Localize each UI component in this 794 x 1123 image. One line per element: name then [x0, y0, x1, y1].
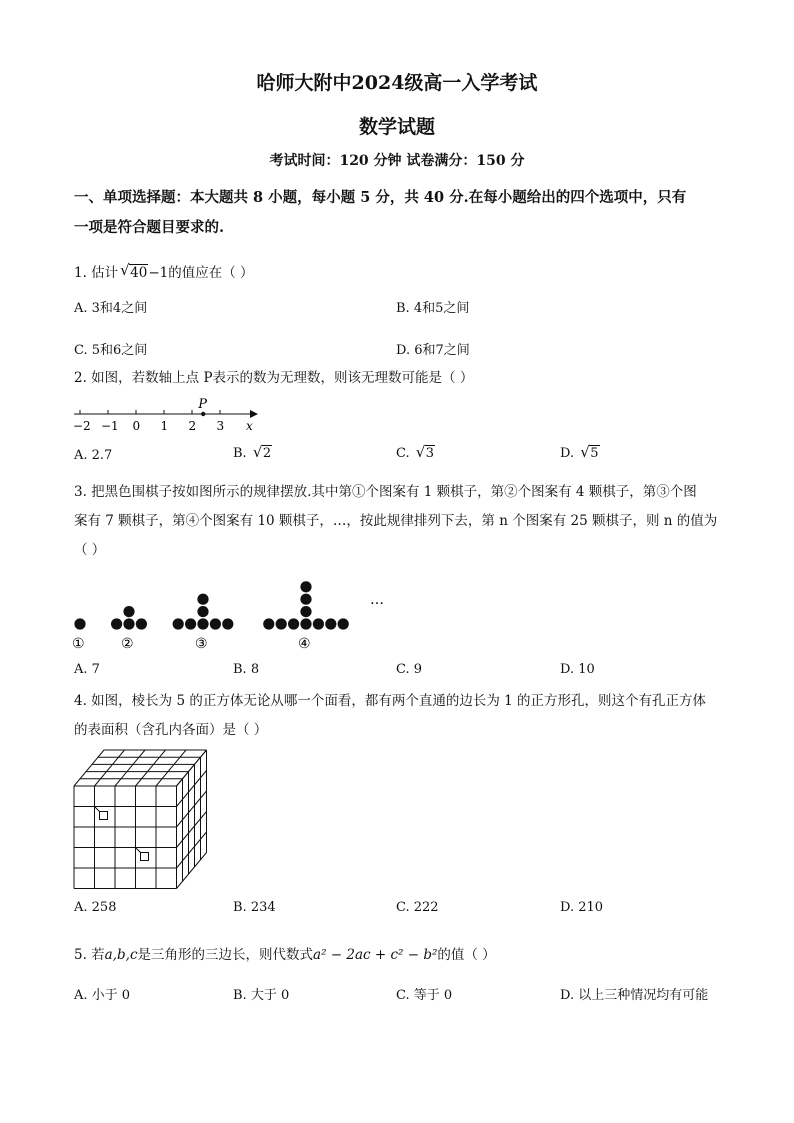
q2-option-d-sqrt: √ 5 [580, 443, 599, 461]
exam-title: 哈师大附中2024级高一入学考试 [256, 72, 538, 94]
go-stone [74, 618, 85, 629]
q2-option-c-label: C. [396, 446, 410, 461]
exam-subject: 数学试题 [358, 116, 435, 138]
point-p-label: P [198, 397, 207, 412]
q2-option-c[interactable] [396, 443, 435, 461]
cube-right-gridline [177, 832, 207, 868]
section-heading-line2: 一项是符合题目要求的. [74, 219, 225, 236]
go-stone [300, 618, 311, 629]
section-heading-line1: 一、单项选择题：本大题共 8 小题，每小题 5 分，共 40 分.在每小题给出的四个选项中，只有 [74, 189, 687, 206]
q1-suffix: 的值应在（ ） [168, 265, 254, 281]
q1-sqrt: √ 40 [120, 261, 148, 281]
go-stone [276, 618, 287, 629]
cube-hole-inner [100, 812, 108, 820]
question-3-stem [74, 478, 724, 565]
q1-radicand: 40 [130, 265, 148, 281]
go-stone [123, 618, 134, 629]
q1-option-a[interactable]: A. 3和4之间 [74, 301, 148, 316]
q1-option-d[interactable]: D. 6和7之间 [396, 343, 470, 358]
q5-vars: a,b,c [104, 947, 138, 963]
go-stone [325, 618, 336, 629]
question-2-stem: 2. 如图，若数轴上点 P表示的数为无理数，则该无理数可能是（ ） [74, 370, 474, 386]
pattern-ellipsis: … [370, 592, 384, 608]
go-stone [210, 618, 221, 629]
q3-option-c[interactable]: C. 9 [396, 662, 423, 677]
pattern-label-2: ② [121, 636, 134, 652]
go-stone [222, 618, 233, 629]
q3-line2: 案有 7 颗棋子，第④个图案有 10 颗棋子，…，按此规律排列下去，第 n 个图案有 25 颗棋子，则 n 的值为 [74, 513, 718, 529]
go-stone [300, 606, 311, 617]
go-stone [111, 618, 122, 629]
q3-line1: 3. 把黑色围棋子按如图所示的规律摆放.其中第①个图案有 1 颗棋子，第②个图案有 4 颗棋子，第③个图 [74, 484, 697, 500]
go-stone [300, 594, 311, 605]
q5-prefix: 5. 若 [74, 947, 105, 963]
q5-suffix: 的值（ ） [437, 947, 496, 963]
number-line-tick-label: 1 [160, 419, 169, 433]
q1-prefix: 1. 估计 [74, 265, 119, 281]
question-4-stem [74, 687, 724, 745]
q4-line1: 4. 如图，棱长为 5 的正方体无论从哪一个面看，都有两个直通的边长为 1 的正方形孔，则这个有孔正方体 [74, 693, 707, 709]
question-1-stem [74, 259, 724, 288]
go-stones-figure [66, 570, 396, 654]
go-stone [313, 618, 324, 629]
exam-info: 考试时间：120 分钟 试卷满分：150 分 [269, 153, 525, 169]
q1-option-c[interactable]: C. 5和6之间 [74, 343, 148, 358]
cube-right-gridline [177, 791, 207, 827]
point-p-marker [201, 412, 205, 416]
q2-option-b-radicand: 2 [262, 446, 272, 461]
go-stone [173, 618, 184, 629]
cube-right-gridline [177, 853, 207, 889]
go-stone [300, 581, 311, 592]
go-stone [136, 618, 147, 629]
pattern-label-3: ③ [195, 636, 208, 652]
go-stone [197, 606, 208, 617]
section-heading [74, 183, 724, 243]
q2-option-c-radicand: 3 [425, 446, 435, 461]
q1-minus: −1 [148, 265, 169, 281]
q2-option-c-sqrt: √ 3 [415, 443, 435, 461]
number-line-figure [70, 394, 270, 434]
q5-option-d[interactable]: D. 以上三种情况均有可能 [560, 988, 709, 1003]
q2-option-b[interactable] [233, 443, 272, 461]
go-stone [197, 594, 208, 605]
pattern-label-4: ④ [298, 636, 311, 652]
number-line-tick-label: −1 [101, 419, 119, 433]
q2-option-b-sqrt: √ 2 [252, 443, 272, 461]
cube-right-gridline [177, 812, 207, 848]
q2-option-a[interactable]: A. 2.7 [74, 448, 113, 463]
q1-option-b[interactable]: B. 4和5之间 [396, 301, 470, 316]
cube-with-holes-figure [70, 746, 210, 892]
q2-option-d[interactable] [560, 443, 600, 461]
question-5-stem [74, 941, 724, 970]
number-line-x-label: x [246, 419, 253, 433]
cube-hole-edge [95, 807, 100, 812]
number-line-arrow [250, 410, 258, 418]
q5-middle: 是三角形的三边长，则代数式 [137, 947, 314, 963]
q5-expression: a² − 2ac + c² − b² [313, 947, 438, 963]
cube-hole-edge [136, 848, 141, 853]
number-line-tick-label: 3 [216, 419, 225, 433]
q3-option-a[interactable]: A. 7 [74, 662, 100, 677]
number-line-tick-label: −2 [73, 419, 91, 433]
number-line-tick-label: 0 [132, 419, 141, 433]
number-line-tick-label: 2 [188, 419, 197, 433]
q2-option-b-label: B. [233, 446, 247, 461]
q4-line2: 的表面积（含孔内各面）是（ ） [74, 722, 268, 738]
q3-option-b[interactable]: B. 8 [233, 662, 260, 677]
q5-option-c[interactable]: C. 等于 0 [396, 988, 453, 1003]
q5-option-b[interactable]: B. 大于 0 [233, 988, 290, 1003]
q4-option-d[interactable]: D. 210 [560, 900, 604, 915]
go-stone [288, 618, 299, 629]
q2-option-d-label: D. [560, 446, 575, 461]
pattern-label-1: ① [72, 636, 85, 652]
q4-option-c[interactable]: C. 222 [396, 900, 439, 915]
go-stone [197, 618, 208, 629]
q3-option-d[interactable]: D. 10 [560, 662, 595, 677]
cube-hole-inner [141, 853, 149, 861]
go-stone [123, 606, 134, 617]
q4-option-a[interactable]: A. 258 [74, 900, 117, 915]
go-stone [185, 618, 196, 629]
go-stone [338, 618, 349, 629]
cube-right-gridline [177, 771, 207, 807]
go-stone [263, 618, 274, 629]
q3-line3: （ ） [74, 542, 106, 558]
q2-option-d-radicand: 5 [590, 446, 599, 461]
q5-option-a[interactable]: A. 小于 0 [74, 988, 131, 1003]
q4-option-b[interactable]: B. 234 [233, 900, 276, 915]
